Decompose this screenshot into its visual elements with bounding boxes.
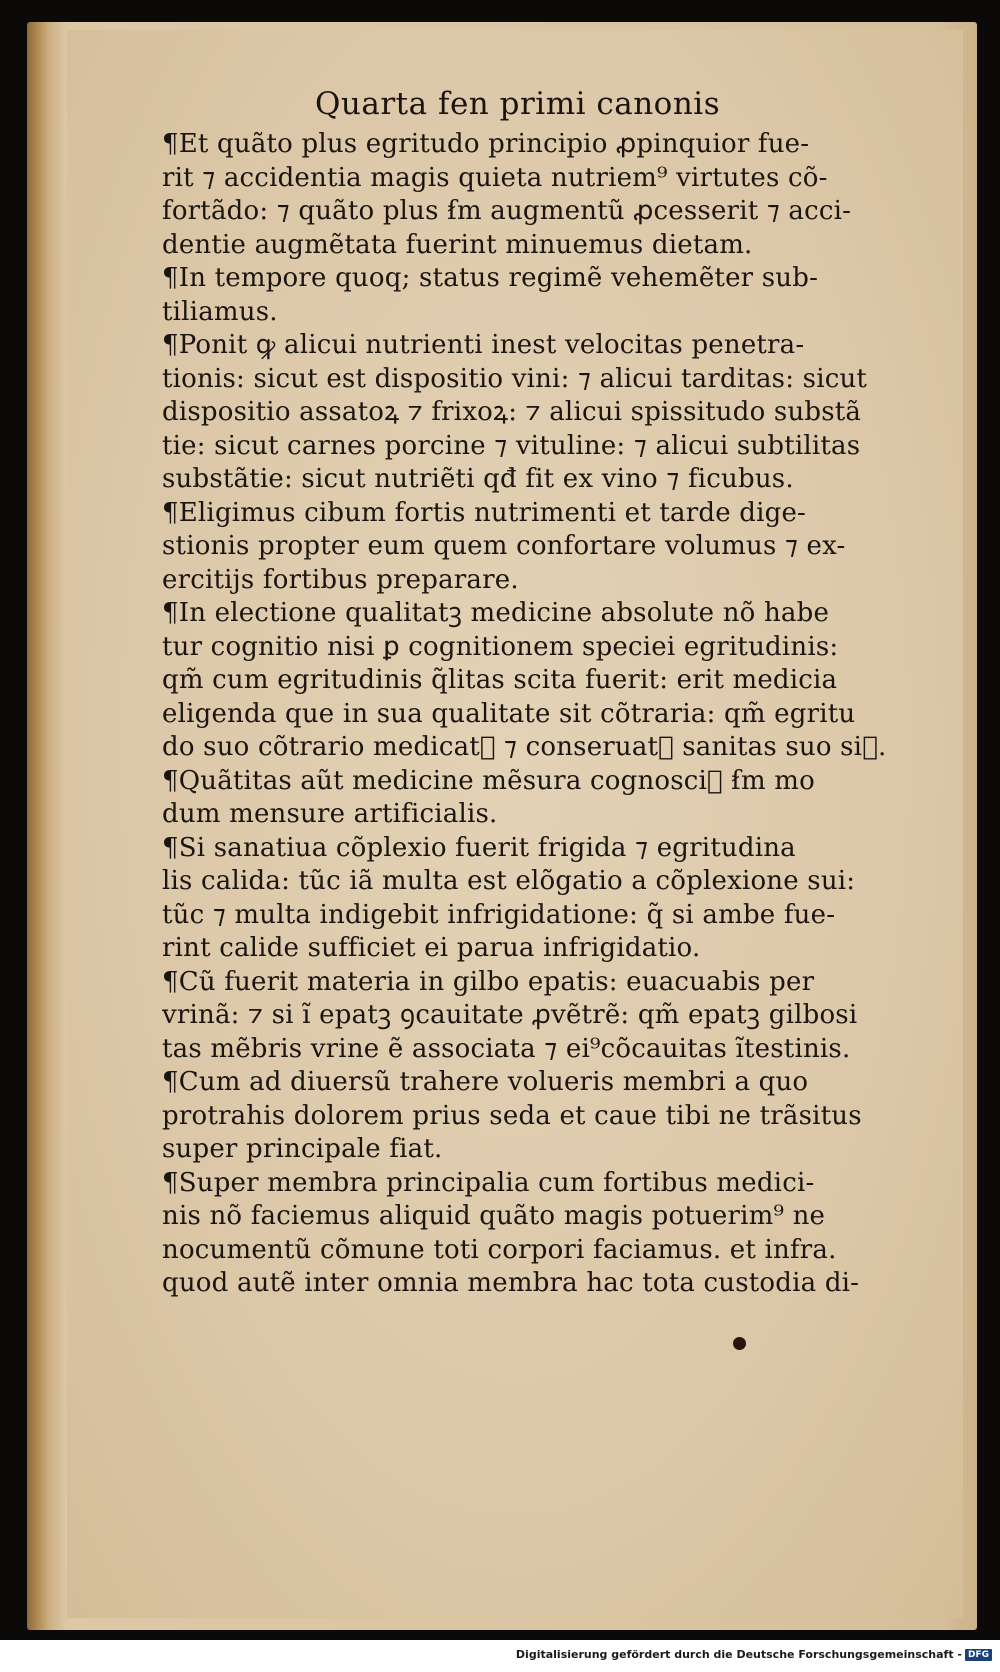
text-line: tur cognitio nisi ꝑ cognitionem speciei egritudinis: xyxy=(162,631,839,662)
text-line: ¶Eligimus cibum fortis nutrimenti et tarde dige- xyxy=(162,497,807,528)
paragraph xyxy=(162,1167,930,1301)
text-line: tionis: sicut est dispositio vini: ⁊ alicui tarditas: sicut xyxy=(162,363,868,394)
text-line: ¶Quãtitas aũt medicine mẽsura cognosciᷣ ẜm mo xyxy=(162,765,815,796)
footer-credit xyxy=(516,1648,992,1661)
text-line: ¶Et quãto plus egritudo principio ꝓpinquior fue- xyxy=(162,129,810,159)
text-line: stionis propter eum quem confortare volumus ⁊ ex- xyxy=(162,531,846,561)
paragraph xyxy=(162,1066,930,1167)
paragraph xyxy=(162,765,930,832)
text-line: quod autẽ inter omnia membra hac tota custodia di- xyxy=(162,1268,860,1298)
text-line: ercitijs fortibus preparare. xyxy=(162,564,519,595)
text-line: do suo cõtrario medicatᷣ ⁊ conseruatᷣ sanitas suo siꝰ. xyxy=(162,732,887,762)
text-line: substãtie: sicut nutriẽti qđ fit ex vino ⁊ ficubus. xyxy=(162,464,794,494)
text-line: nocumentũ cõmune toti corpori faciamus. et infra. xyxy=(162,1234,837,1265)
paragraph xyxy=(162,262,930,329)
footer-credit-text: Digitalisierung gefördert durch die Deutsche Forschungsgemeinschaft - xyxy=(515,1648,962,1661)
paragraph xyxy=(162,966,930,1067)
paragraph xyxy=(162,329,930,497)
text-line: dispositio assatoꝝ ⁊ frixoꝝ: ⁊ alicui spissitudo substã xyxy=(162,397,862,427)
text-line: protrahis dolorem prius seda et caue tibi ne trãsitus xyxy=(162,1100,862,1131)
text-line: ¶Cũ fuerit materia in gilbo epatis: euacuabis per xyxy=(162,966,815,997)
paragraph xyxy=(162,128,930,262)
text-line: nis nõ faciemus aliquid quãto magis potuerim⁹ ne xyxy=(162,1201,826,1231)
text-line: ¶In tempore quoq; status regimẽ vehemẽter sub- xyxy=(162,263,819,293)
text-line: rint calide sufficiet ei parua infrigidatio. xyxy=(162,933,701,963)
text-line: dentie augmẽtata fuerint minuemus dietam. xyxy=(162,229,753,260)
body-text xyxy=(162,128,930,1301)
text-line: tie: sicut carnes porcine ⁊ vituline: ⁊ alicui subtilitas xyxy=(162,430,861,461)
text-line: fortãdo: ⁊ quãto plus ẜm augmentũ ꝓcesserit ⁊ acci- xyxy=(162,196,852,226)
text-line: tiliamus. xyxy=(162,296,278,327)
text-line: ¶Ponit ꝙ alicui nutrienti inest velocitas penetra- xyxy=(162,330,805,360)
paragraph xyxy=(162,497,930,598)
paragraph xyxy=(162,597,930,765)
text-line: ¶Cum ad diuersũ trahere volueris membri a quo xyxy=(162,1067,809,1097)
dfg-logo: DFG xyxy=(965,1649,992,1661)
text-line: tas mẽbris vrine ẽ associata ⁊ ei⁹cõcauitas ĩtestinis. xyxy=(162,1033,851,1064)
text-line: ¶Super membra principalia cum fortibus medici- xyxy=(162,1167,815,1198)
text-line: dum mensure artificialis. xyxy=(162,799,498,829)
text-line: rit ⁊ accidentia magis quieta nutriem⁹ virtutes cõ- xyxy=(162,162,828,193)
text-line: vrinã: ⁊ si ĩ epatꝫ ꝯcauitate ꝓvẽtrẽ: qm̃ epatꝫ gilbosi xyxy=(162,1000,858,1030)
paragraph xyxy=(162,832,930,966)
ink-spot xyxy=(733,1337,746,1350)
text-line: eligenda que in sua qualitate sit cõtraria: qm̃ egritu xyxy=(162,698,856,729)
text-line: qm̃ cum egritudinis q̃litas scita fuerit: erit medicia xyxy=(162,665,838,695)
text-line: ¶Si sanatiua cõplexio fuerit frigida ⁊ egritudina xyxy=(162,832,796,863)
text-line: ¶In electione qualitatꝫ medicine absolute nõ habe xyxy=(162,598,830,628)
text-line: super principale fiat. xyxy=(162,1134,443,1164)
text-line: tũc ⁊ multa indigebit infrigidatione: q̃ si ambe fue- xyxy=(162,899,836,930)
text-line: lis calida: tũc iã multa est elõgatio a cõplexione sui: xyxy=(162,866,856,896)
running-head: Quarta fen primi canonis xyxy=(315,86,721,122)
